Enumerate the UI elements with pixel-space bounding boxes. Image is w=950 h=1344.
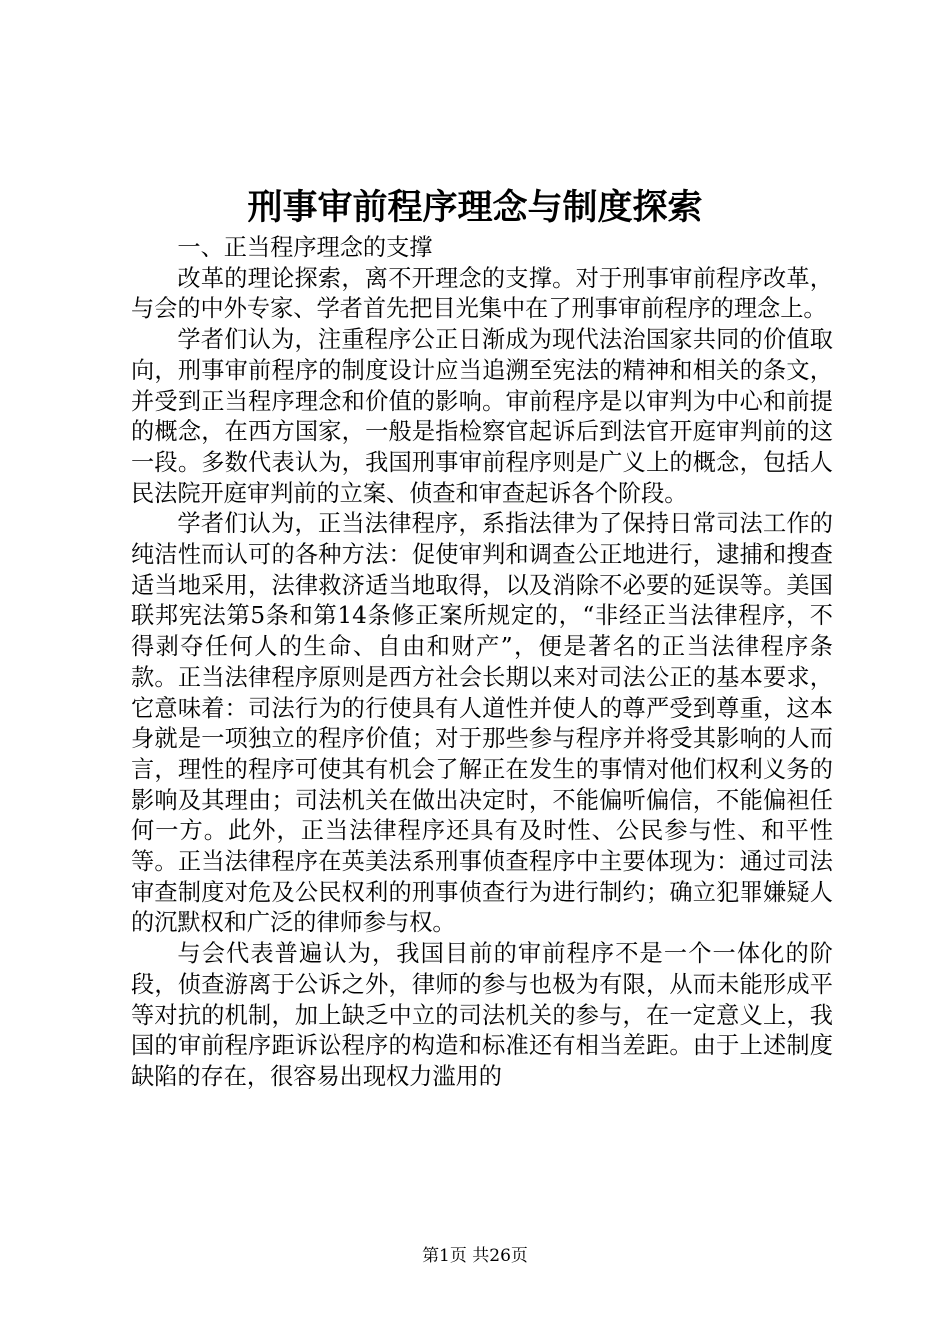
paragraph: 学者们认为，正当法律程序，系指法律为了保持日常司法工作的纯洁性而认可的各种方法：促使审判和调查公正地进行，逮捕和搜查适当地采用，法律救济适当地取得，以及消除不必要的延误等。美国联邦宪法第5条和第14条修正案所规定的，“非经正当法律程序，不得剥夺任何人的生命、自由和财产”，便是著名的正当法律程序条款。正当法律程序原则是西方社会长期以来对司法公正的基本要求，它意味着：司法行为的行使具有人道性并使人的尊严受到尊重，这本身就是一项独立的程序价值；对于那些参与程序并将受其影响的人而言，理性的程序可使其有机会了解正在发生的事情对他们权利义务的影响及其理由；司法机关在做出决定时，不能偏听偏信，不能偏袒任何一方。此外，正当法律程序还具有及时性、公民参与性、和平性等。正当法律程序在英美法系刑事侦查程序中主要体现为：通过司法审查制度对危及公民权利的刑事侦查行为进行制约；确立犯罪嫌疑人的沉默权和广泛的律师参与权。 <box>131 510 833 937</box>
paragraph: 学者们认为，注重程序公正日渐成为现代法治国家共同的价值取向，刑事审前程序的制度设计应当追溯至宪法的精神和相关的条文，并受到正当程序理念和价值的影响。审前程序是以审判为中心和前提的概念，在西方国家，一般是指检察官起诉后到法官开庭审判前的这一段。多数代表认为，我国刑事审前程序则是广义上的概念，包括人民法院开庭审判前的立案、侦查和审查起诉各个阶段。 <box>131 326 833 507</box>
page-number-footer: 第1页 共26页 <box>422 1246 528 1266</box>
document-body <box>131 233 833 1093</box>
section-heading: 一、正当程序理念的支撑 <box>177 234 433 261</box>
paragraph: 与会代表普遍认为，我国目前的审前程序不是一个一体化的阶段，侦查游离于公诉之外，律师的参与也极为有限，从而未能形成平等对抗的机制，加上缺乏中立的司法机关的参与，在一定意义上，我国的审前程序距诉讼程序的构造和标准还有相当差距。由于上述制度缺陷的存在，很容易出现权力滥用的 <box>131 940 833 1090</box>
paragraph: 改革的理论探索，离不开理念的支撑。对于刑事审前程序改革，与会的中外专家、学者首先把目光集中在了刑事审前程序的理念上。 <box>131 264 833 323</box>
document-title: 刑事审前程序理念与制度探索 <box>247 187 703 228</box>
